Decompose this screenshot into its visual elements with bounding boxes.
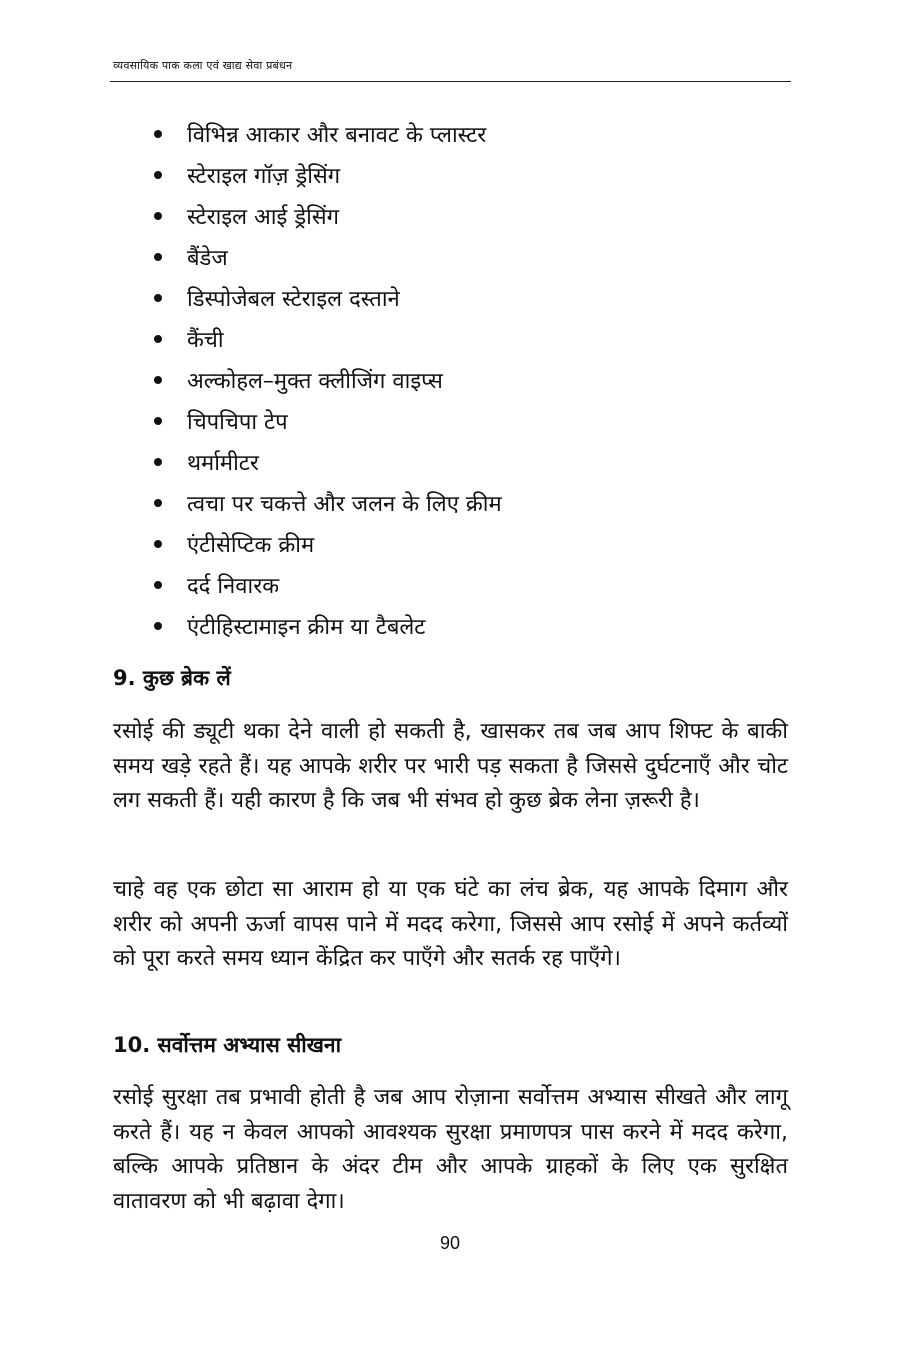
- list-item: [150, 564, 502, 605]
- list-item-text: डिस्पोजेबल स्टेराइल दस्ताने: [187, 286, 400, 312]
- bullet-icon: [154, 171, 162, 179]
- list-item: [150, 523, 502, 564]
- list-item: [150, 482, 502, 523]
- list-item: [150, 605, 502, 646]
- bullet-icon: [154, 130, 162, 138]
- list-item-text: स्टेराइल गॉज़ ड्रेसिंग: [187, 163, 341, 189]
- list-item: [150, 400, 502, 441]
- bullet-icon: [154, 376, 162, 384]
- list-item: [150, 154, 502, 195]
- list-item-text: चिपचिपा टेप: [187, 409, 288, 435]
- section-9-paragraph-1: रसोई की ड्यूटी थका देने वाली हो सकती है, खासकर तब जब आप शिफ्ट के बाकी समय खड़े रहते हैं। यह आपके शरीर पर भारी पड़ सकता है जिससे दुर्घटनाएँ और चोट लग सकती हैं। यही कारण है कि जब भी संभव हो कुछ ब्रेक लेना ज़रूरी है।: [113, 719, 788, 813]
- page-number: 90: [439, 1233, 461, 1253]
- bullet-icon: [154, 458, 162, 466]
- list-item-text: थर्मामीटर: [187, 450, 259, 476]
- running-header: व्यवसायिक पाक कला एवं खाद्य सेवा प्रबंधन: [113, 59, 293, 72]
- list-item-text: एंटीसेप्टिक क्रीम: [187, 532, 315, 558]
- list-item: [150, 113, 502, 154]
- list-item: [150, 195, 502, 236]
- bullet-icon: [154, 499, 162, 507]
- bullet-icon: [154, 540, 162, 548]
- list-item-text: कैंची: [187, 327, 224, 353]
- section-9-paragraph-2: चाहे वह एक छोटा सा आराम हो या एक घंटे का लंच ब्रेक, यह आपके दिमाग और शरीर को अपनी ऊर्जा वापस पाने में मदद करेगा, जिससे आप रसोई में अपने कर्तव्यों को पूरा करते समय ध्यान केंद्रित कर पाएँगे और सतर्क रह पाएँगे।: [113, 877, 788, 971]
- list-item: [150, 236, 502, 277]
- section-9-heading: 9. कुछ ब्रेक लें: [113, 666, 231, 690]
- header-divider: [110, 81, 791, 82]
- list-item: [150, 277, 502, 318]
- list-item: [150, 441, 502, 482]
- list-item-text: बैंडेज: [187, 245, 228, 271]
- list-item-text: दर्द निवारक: [187, 573, 280, 599]
- list-item-text: स्टेराइल आई ड्रेसिंग: [187, 204, 340, 230]
- list-item: [150, 359, 502, 400]
- bullet-icon: [154, 212, 162, 220]
- first-aid-items-list: [150, 113, 502, 646]
- bullet-icon: [154, 417, 162, 425]
- list-item: [150, 318, 502, 359]
- bullet-icon: [154, 253, 162, 261]
- list-item-text: एंटीहिस्टामाइन क्रीम या टैबलेट: [187, 614, 426, 640]
- bullet-icon: [154, 294, 162, 302]
- list-item-text: विभिन्न आकार और बनावट के प्लास्टर: [187, 122, 487, 148]
- section-10-heading: 10. सर्वोत्तम अभ्यास सीखना: [113, 1033, 342, 1057]
- list-item-text: त्वचा पर चकत्ते और जलन के लिए क्रीम: [187, 491, 502, 517]
- bullet-icon: [154, 335, 162, 343]
- section-10-paragraph-1: रसोई सुरक्षा तब प्रभावी होती है जब आप रोज़ाना सर्वोत्तम अभ्यास सीखते और लागू करते हैं। यह न केवल आपको आवश्यक सुरक्षा प्रमाणपत्र पास करने में मदद करेगा, बल्कि आपके प्रतिष्ठान के अंदर टीम और आपके ग्राहकों के लिए एक सुरक्षित वातावरण को भी बढ़ावा देगा।: [113, 1085, 788, 1214]
- bullet-icon: [154, 581, 162, 589]
- bullet-icon: [154, 622, 162, 630]
- list-item-text: अल्कोहल–मुक्त क्लीजिंग वाइप्स: [187, 368, 443, 394]
